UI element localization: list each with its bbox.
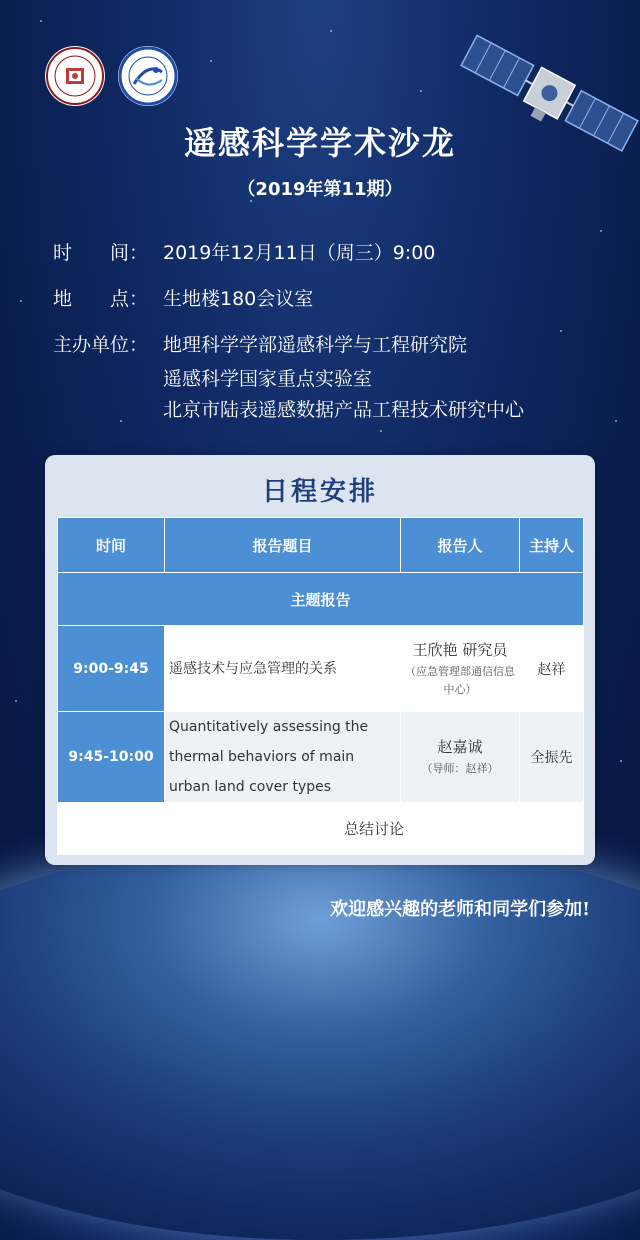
header-topic: 报告题目 [165,518,401,573]
place-value: 生地楼180会议室 [163,288,314,310]
row-topic-cell [165,712,401,803]
closing-row-label: 总结讨论 [165,803,584,855]
header-time: 时间 [58,518,165,573]
schedule-title: 日程安排 [261,477,378,507]
row-topic-cell [165,626,401,712]
time-label: 时 间： [53,242,149,264]
row-speaker-cell [401,712,520,803]
section-label: 主题报告 [58,573,584,626]
closing-invitation: 欢迎感兴趣的老师和同学们参加! [330,899,590,920]
place-label: 地 点： [53,288,149,310]
row-topic: Quantitatively assessing the thermal behaviors of main urban land cover types [169,719,369,795]
organizer-line-1: 地理科学学部遥感科学与工程研究院 [163,334,468,356]
row-time: 9:45-10:00 [58,712,165,803]
table-header-row [58,518,584,573]
organizer-label: 主办单位： [53,334,149,356]
row-host: 赵祥 [520,626,584,712]
closing-row-blank [58,803,165,855]
header-host: 主持人 [520,518,584,573]
lab-logo-icon [118,46,178,106]
time-value: 2019年12月11日（周三）9:00 [163,242,436,264]
row-host: 全振先 [520,712,584,803]
time-info [53,238,435,265]
closing-row [58,803,584,855]
table-row [58,712,584,803]
schedule-panel [45,455,595,865]
row-speaker: 赵嘉诚 [437,738,483,756]
organizer-info [53,330,467,357]
row-time: 9:00-9:45 [58,626,165,712]
issue-subtitle: （2019年第11期） [237,179,403,200]
row-topic: 遥感技术与应急管理的关系 [169,660,337,677]
schedule-table [57,517,584,855]
university-seal-icon [45,46,105,106]
table-row [58,626,584,712]
organizer-line-2: 遥感科学国家重点实验室 [163,368,373,390]
section-row [58,573,584,626]
page-title: 遥感科学学术沙龙 [183,124,456,162]
place-info [53,284,313,311]
row-speaker-note: （应急管理部通信信息中心） [405,664,515,696]
header-speaker: 报告人 [401,518,520,573]
organizer-line-3: 北京市陆表遥感数据产品工程技术研究中心 [163,399,525,421]
row-speaker: 王欣艳 研究员 [412,640,508,659]
row-speaker-note: （导师：赵祥） [421,762,499,775]
row-speaker-cell [401,626,520,712]
